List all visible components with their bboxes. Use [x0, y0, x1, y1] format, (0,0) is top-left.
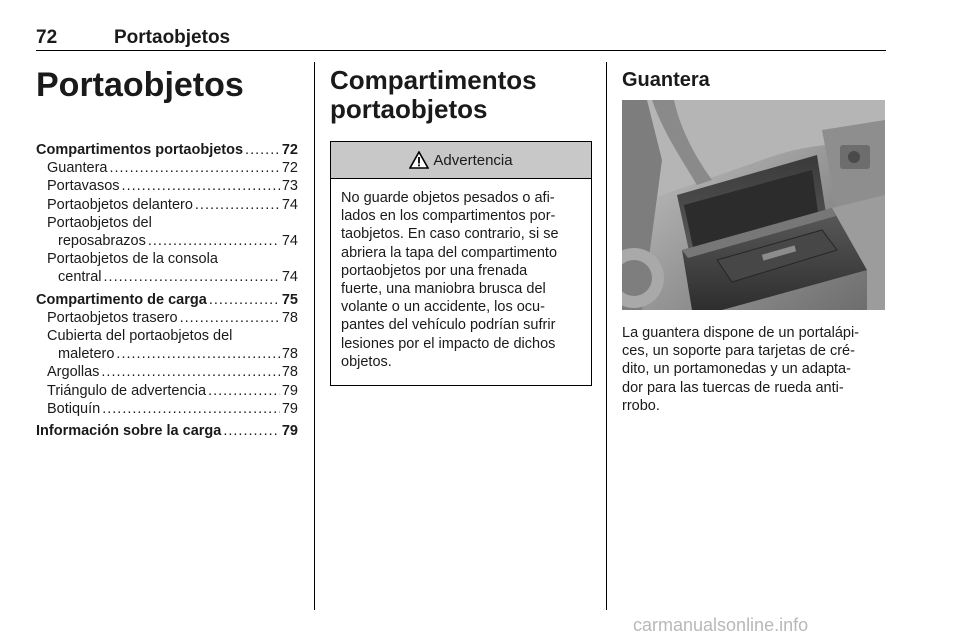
- toc-section-entry[interactable]: [36, 141, 298, 159]
- toc-page-number: 74: [281, 269, 298, 286]
- text-line: La guantera dispone de un portalápi-: [622, 325, 860, 341]
- toc-section-entry[interactable]: [36, 422, 298, 440]
- toc-page-number: 72: [281, 142, 298, 158]
- text-line: portaobjetos por una frenada: [341, 262, 528, 279]
- toc-entry-label: Compartimento de carga: [36, 291, 207, 308]
- toc-leader: [101, 363, 279, 381]
- text-line: fuerte, una maniobra brusca del: [341, 281, 546, 298]
- text-line: dito, un portamonedas y un adapta-: [622, 361, 851, 378]
- running-title: Portaobjetos: [114, 27, 231, 48]
- toc-entry-label: Compartimentos portaobjetos: [36, 142, 244, 158]
- text-line: No guarde objetos pesados o afi-: [341, 190, 555, 206]
- toc-entry-label: Botiquín: [47, 400, 101, 417]
- text-line: pantes del vehículo podrían sufrir: [341, 317, 556, 334]
- toc-entry[interactable]: [36, 268, 298, 286]
- warning-text: [331, 179, 591, 385]
- warning-triangle-icon: [409, 151, 429, 169]
- toc-entry-label: Triángulo de advertencia: [47, 382, 207, 399]
- toc-page-number: 78: [281, 346, 298, 363]
- section-title-line: Compartimentos: [330, 65, 537, 95]
- toc-entry-label: Portaobjetos delantero: [47, 196, 193, 213]
- toc-leader: [209, 291, 280, 309]
- warning-header: [331, 142, 591, 179]
- text-line: lados en los compartimentos por-: [341, 208, 556, 225]
- column-toc: [36, 66, 298, 440]
- text-line: volante o un accidente, los ocu-: [341, 299, 545, 316]
- column-compartments: [330, 66, 592, 386]
- toc-leader: [122, 177, 280, 195]
- text-line: lesiones por el impacto de dichos: [341, 335, 556, 352]
- toc-page-number: 72: [281, 160, 298, 177]
- toc-page-number: 79: [281, 423, 298, 440]
- text-line: objetos.: [341, 353, 392, 370]
- text-line: taobjetos. En caso contrario, si se: [341, 226, 559, 243]
- toc-leader: [102, 400, 280, 418]
- column-divider: [606, 62, 607, 610]
- toc-entry-label: Argollas: [47, 364, 100, 381]
- toc-section-entry[interactable]: [36, 291, 298, 309]
- chapter-title: Portaobjetos: [36, 66, 244, 104]
- toc-entry[interactable]: [36, 177, 298, 195]
- toc-entry-label: Portaobjetos de la consola: [47, 251, 218, 268]
- column-divider: [314, 62, 315, 610]
- toc-entry[interactable]: [36, 214, 298, 232]
- toc-page-number: 73: [281, 178, 298, 195]
- toc-leader: [245, 141, 280, 159]
- toc-leader: [104, 268, 280, 286]
- subsection-title: Guantera: [622, 69, 710, 91]
- toc-entry-label: Guantera: [47, 160, 108, 177]
- section-title-line: portaobjetos: [330, 94, 488, 124]
- toc-entry-label: Portaobjetos del: [47, 214, 152, 231]
- toc-entry-label: maletero: [58, 346, 115, 363]
- toc-entry-label: central: [58, 269, 102, 286]
- toc-entry[interactable]: [36, 327, 298, 345]
- toc-leader: [116, 345, 279, 363]
- toc-page-number: 78: [281, 309, 298, 326]
- warning-box: [330, 141, 592, 386]
- text-line: ces, un soporte para tarjetas de cré-: [622, 343, 855, 360]
- toc-page-number: 74: [281, 196, 298, 213]
- page-header: [36, 24, 886, 51]
- toc-entry-label: Portavasos: [47, 178, 120, 195]
- section-title: [330, 66, 592, 124]
- text-line: rrobo.: [622, 397, 660, 414]
- toc-page-number: 74: [281, 233, 298, 250]
- toc-entry[interactable]: [36, 363, 298, 381]
- toc-leader: [208, 382, 280, 400]
- glovebox-photo: [622, 100, 885, 310]
- table-of-contents: [36, 141, 298, 440]
- toc-entry[interactable]: [36, 232, 298, 250]
- toc-leader: [148, 232, 280, 250]
- toc-entry-label: reposabrazos: [58, 233, 146, 250]
- toc-leader: [223, 422, 280, 440]
- toc-entry-label: Cubierta del portaobjetos del: [47, 328, 233, 345]
- column-glovebox: [622, 66, 886, 415]
- toc-entry[interactable]: [36, 309, 298, 327]
- glovebox-description: [622, 324, 886, 415]
- toc-page-number: 79: [281, 382, 298, 399]
- toc-leader: [180, 309, 280, 327]
- toc-page-number: 79: [281, 400, 298, 417]
- toc-entry-label: Información sobre la carga: [36, 423, 222, 440]
- page-number: 72: [36, 27, 58, 48]
- toc-page-number: 75: [281, 291, 298, 308]
- toc-entry-label: Portaobjetos trasero: [47, 309, 178, 326]
- toc-entry[interactable]: [36, 400, 298, 418]
- toc-page-number: 78: [281, 364, 298, 381]
- warning-heading: Advertencia: [433, 151, 513, 169]
- toc-entry[interactable]: [36, 345, 298, 363]
- toc-entry[interactable]: [36, 196, 298, 214]
- watermark: carmanualsonline.info: [633, 615, 809, 635]
- toc-leader: [195, 196, 280, 214]
- toc-entry[interactable]: [36, 382, 298, 400]
- text-line: dor para las tuercas de rueda anti-: [622, 379, 844, 396]
- toc-entry[interactable]: [36, 250, 298, 268]
- toc-entry[interactable]: [36, 159, 298, 177]
- text-line: abriera la tapa del compartimento: [341, 244, 558, 261]
- toc-leader: [109, 159, 279, 177]
